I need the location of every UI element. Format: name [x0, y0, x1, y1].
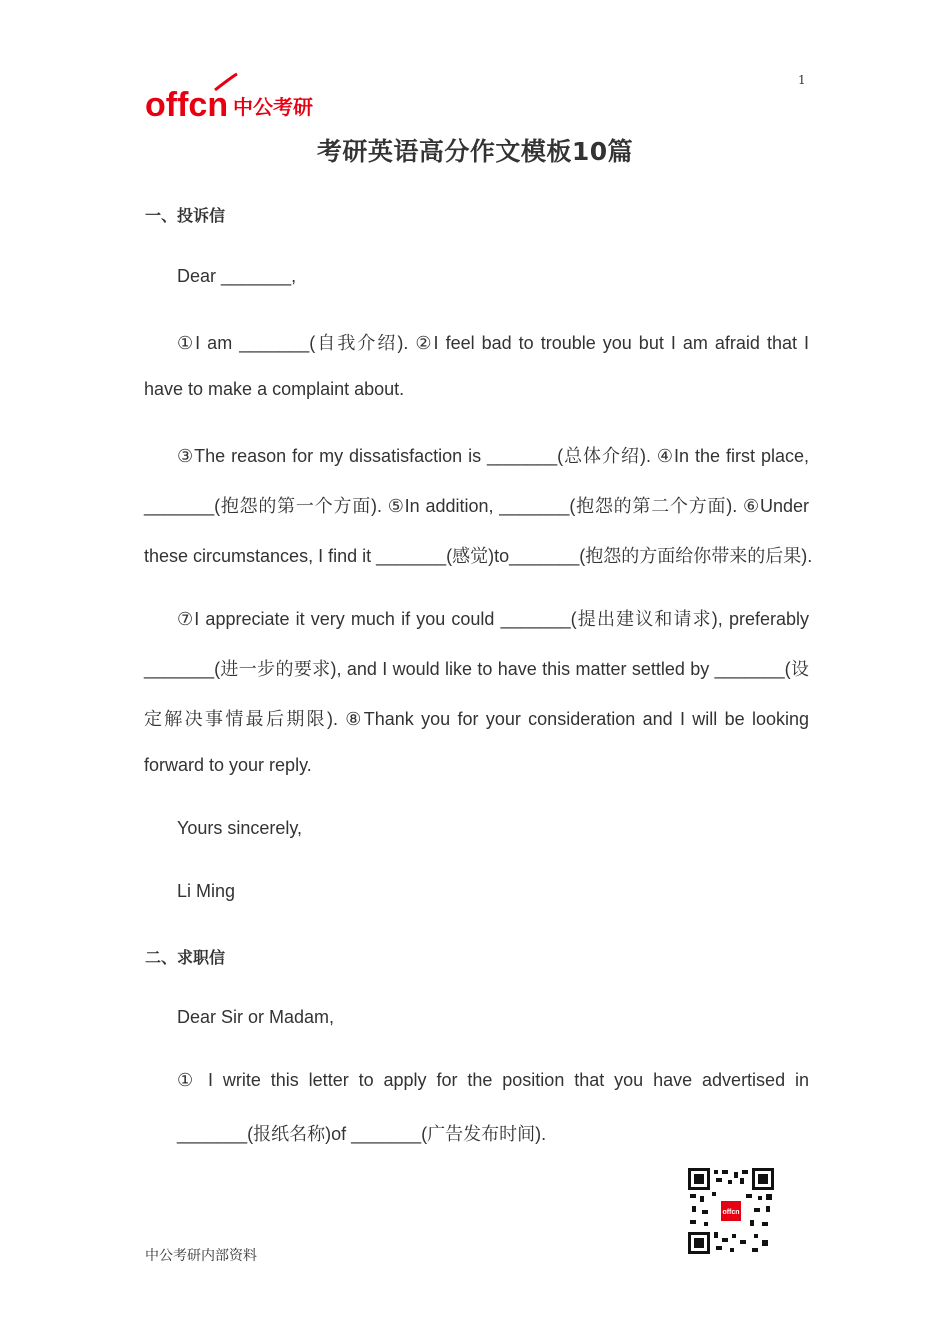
paragraph-line: these circumstances, I find it _______(感觉)to_______(抱怨的方面给你带来的后果).	[144, 546, 813, 566]
page-number: 1	[798, 73, 806, 87]
logo-cn-text: 中公考研	[233, 95, 313, 119]
paragraph-line: ③The reason for my dissatisfaction is _______(总体介绍). ④In the first place,	[177, 446, 809, 466]
paragraph-line: _______(抱怨的第一个方面). ⑤In addition, _______(抱怨的第二个方面). ⑥Under	[144, 496, 809, 516]
paragraph-line: _______(报纸名称)of _______(广告发布时间).	[177, 1124, 547, 1144]
section-heading-job-application: 二、求职信	[145, 948, 226, 967]
letter-closing: Yours sincerely,	[177, 818, 303, 838]
letter-greeting: Dear Sir or Madam,	[177, 1007, 335, 1027]
paragraph-line: 定解决事情最后期限). ⑧Thank you for your consideration and I will be looking	[144, 709, 809, 729]
paragraph-line: _______(进一步的要求), and I would like to have this matter settled by _______(设	[144, 659, 809, 679]
footer-text: 中公考研内部资料	[145, 1248, 257, 1264]
page-title: 考研英语高分作文模板10篇	[316, 137, 634, 166]
letter-greeting: Dear _______,	[177, 266, 297, 286]
paragraph-line: forward to your reply.	[144, 755, 312, 775]
qr-code	[688, 1168, 774, 1254]
letter-signature: Li Ming	[177, 881, 236, 901]
section-heading-complaint: 一、投诉信	[145, 206, 226, 225]
paragraph-line: ⑦I appreciate it very much if you could _______(提出建议和请求), preferably	[177, 609, 809, 629]
offcn-logo	[145, 70, 320, 122]
logo-offcn-text: offcn	[145, 86, 229, 122]
qr-logo-text: offcn	[722, 1209, 740, 1216]
paragraph-line: have to make a complaint about.	[144, 379, 405, 399]
paragraph-line: ①I am _______(自我介绍). ②I feel bad to trouble you but I am afraid that I	[177, 333, 809, 353]
paragraph-line: ① I write this letter to apply for the position that you have advertised in	[177, 1070, 809, 1090]
